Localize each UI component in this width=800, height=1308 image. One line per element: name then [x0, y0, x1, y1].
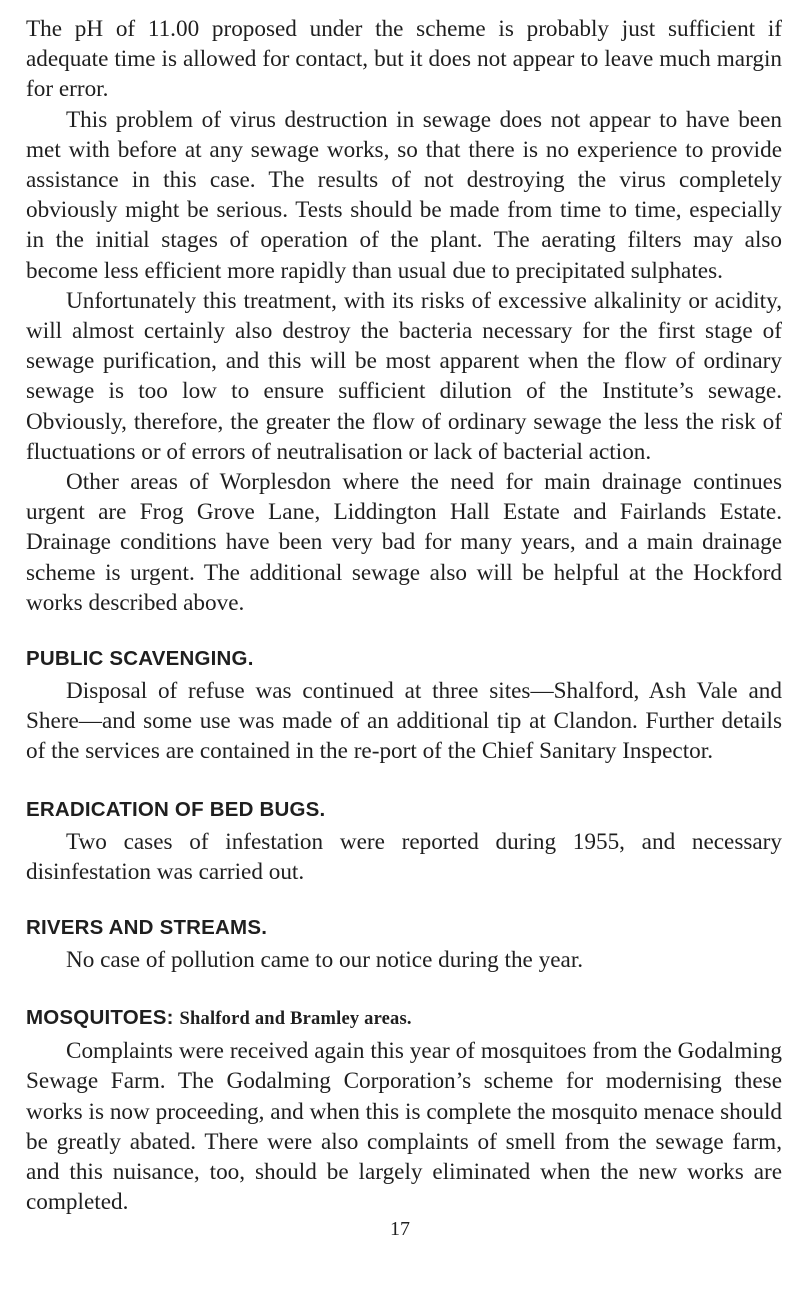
document-page: [26, 14, 782, 1218]
intro-paragraph-2: This problem of virus destruction in sewage does not appear to have been met with before at any sewage works, so that there is no experience to provide assistance in this case. The results of not destroying the virus completely obviously might be serious. Tests should be made from time to time, especially in the initial stages of operation of the plant. The aerating filters may also become less efficient more rapidly than usual due to precipitated sulphates.: [26, 106, 782, 284]
page-number: 17: [390, 1218, 410, 1240]
heading-mosquitoes: [26, 1003, 782, 1034]
paragraph-bed-bugs: Two cases of infestation were reported during 1955, and necessary disinfestation was carried out.: [26, 828, 782, 885]
heading-mosquitoes-label: MOSQUITOES:: [26, 1006, 174, 1030]
paragraph-rivers-streams: No case of pollution came to our notice during the year.: [66, 947, 584, 974]
heading-rivers-streams: RIVERS AND STREAMS.: [26, 916, 268, 940]
intro-paragraph-3: Unfortunately this treatment, with its risks of excessive alkalinity or acidity, will almost certainly also destroy the bacteria necessary for the first stage of sewage purification, and this will be most apparent when the flow of ordinary sewage is too low to ensure sufficient dilution of the Institute’s sewage. Obviously, therefore, the greater the flow of ordinary sewage the less the risk of fluctuations or of errors of neutralisation or lack of bacterial action.: [26, 287, 782, 465]
intro-paragraph-4: Other areas of Worplesdon where the need for main drainage continues urgent are Frog Grove Lane, Liddington Hall Estate and Fairlands Estate. Drainage conditions have been very bad for many years, and a main drainage scheme is urgent. The additional sewage also will be helpful at the Hockford works described above.: [26, 469, 782, 616]
intro-paragraph-1: The pH of 11.00 proposed under the scheme is probably just sufficient if adequate time is allowed for contact, but it does not appear to leave much margin for error.: [26, 16, 782, 103]
heading-bed-bugs: ERADICATION OF BED BUGS.: [26, 797, 326, 821]
heading-public-scavenging: PUBLIC SCAVENGING.: [26, 647, 254, 671]
paragraph-mosquitoes: Complaints were received again this year of mosquitoes from the Godalming Sewage Farm. The Godalming Corporation’s scheme for modernising these works is now proceeding, and when this is complete the mosquito menace should be greatly abated. There were also complaints of smell from the sewage farm, and this nuisance, too, should be largely eliminated when the new works are completed.: [26, 1038, 782, 1216]
heading-mosquitoes-areas: Shalford and Bramley areas.: [179, 1009, 412, 1030]
paragraph-public-scavenging: Disposal of refuse was continued at three sites—Shalford, Ash Vale and Shere—and some use was made of an additional tip at Clandon. Further details of the services are contained in the re-port of the Chief Sanitary Inspector.: [26, 678, 782, 765]
